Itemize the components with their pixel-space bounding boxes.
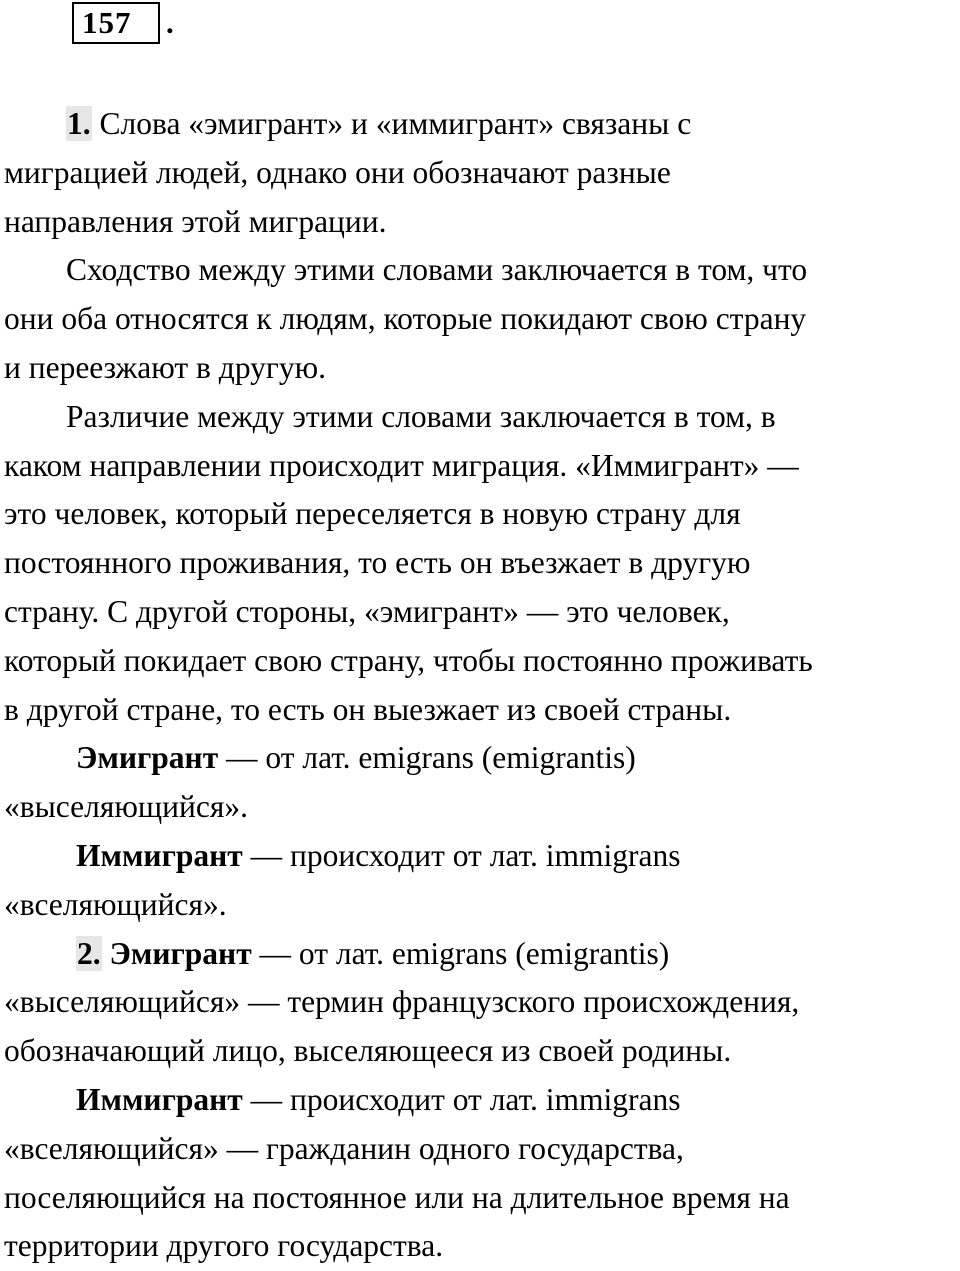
term-emigrant: Эмигрант	[76, 740, 219, 776]
text-line: «вселяющийся» — гражданин одного государства,	[4, 1130, 684, 1166]
task-number: 157	[82, 5, 132, 40]
text-line: «вселяющийся».	[4, 886, 227, 922]
term-immigrant: Иммигрант	[76, 837, 243, 873]
text-line: территории другого государства.	[4, 1228, 444, 1264]
text-line: постоянного проживания, то есть он въезжает в другую	[4, 545, 751, 581]
text-line: каком направлении происходит миграция. «Иммигрант» —	[4, 447, 799, 483]
text-line: «выселяющийся» — термин французского происхождения,	[4, 984, 800, 1020]
part-marker-1: 1.	[67, 106, 91, 141]
text-line: который покидает свою страну, чтобы постоянно проживать	[4, 642, 813, 678]
text-line: 1. Слова «эмигрант» и «иммигрант» связаны с	[67, 106, 692, 141]
part-marker-2: 2.	[77, 935, 101, 971]
text-line: направления этой миграции.	[4, 203, 387, 239]
text-line: миграцией людей, однако они обозначают разные	[4, 154, 671, 190]
text-line: и переезжают в другую.	[4, 349, 326, 385]
answer-text	[4, 100, 960, 1271]
text-line: поселяющийся на постоянное или на длительное время на	[4, 1179, 790, 1215]
term-immigrant: Иммигрант	[76, 1081, 243, 1117]
text-line: Эмигрант — от лат. emigrans (emigrantis)	[76, 740, 636, 776]
text-line: 2. Эмигрант — от лат. emigrans (emigrantis)	[77, 935, 670, 971]
text-line: обозначающий лицо, выселяющееся из своей родины.	[4, 1033, 732, 1069]
term-emigrant: Эмигрант	[101, 935, 252, 971]
text-line: Сходство между этими словами заключается в том, что	[66, 252, 808, 288]
text-line: они оба относятся к людям, которые покидают свою страну	[4, 301, 807, 337]
text-line: Различие между этими словами заключается в том, в	[66, 398, 776, 434]
text-line: Иммигрант — происходит от лат. immigrans	[76, 837, 681, 873]
text-line: страну. С другой стороны, «эмигрант» — это человек,	[4, 593, 730, 629]
task-number-box	[72, 2, 175, 44]
text-line: в другой стране, то есть он выезжает из своей страны.	[4, 691, 732, 727]
text-line: это человек, который переселяется в новую страну для	[4, 496, 741, 532]
task-number-suffix: .	[166, 5, 175, 40]
text-line: «выселяющийся».	[4, 789, 248, 825]
text-line: Иммигрант — происходит от лат. immigrans	[76, 1081, 681, 1117]
